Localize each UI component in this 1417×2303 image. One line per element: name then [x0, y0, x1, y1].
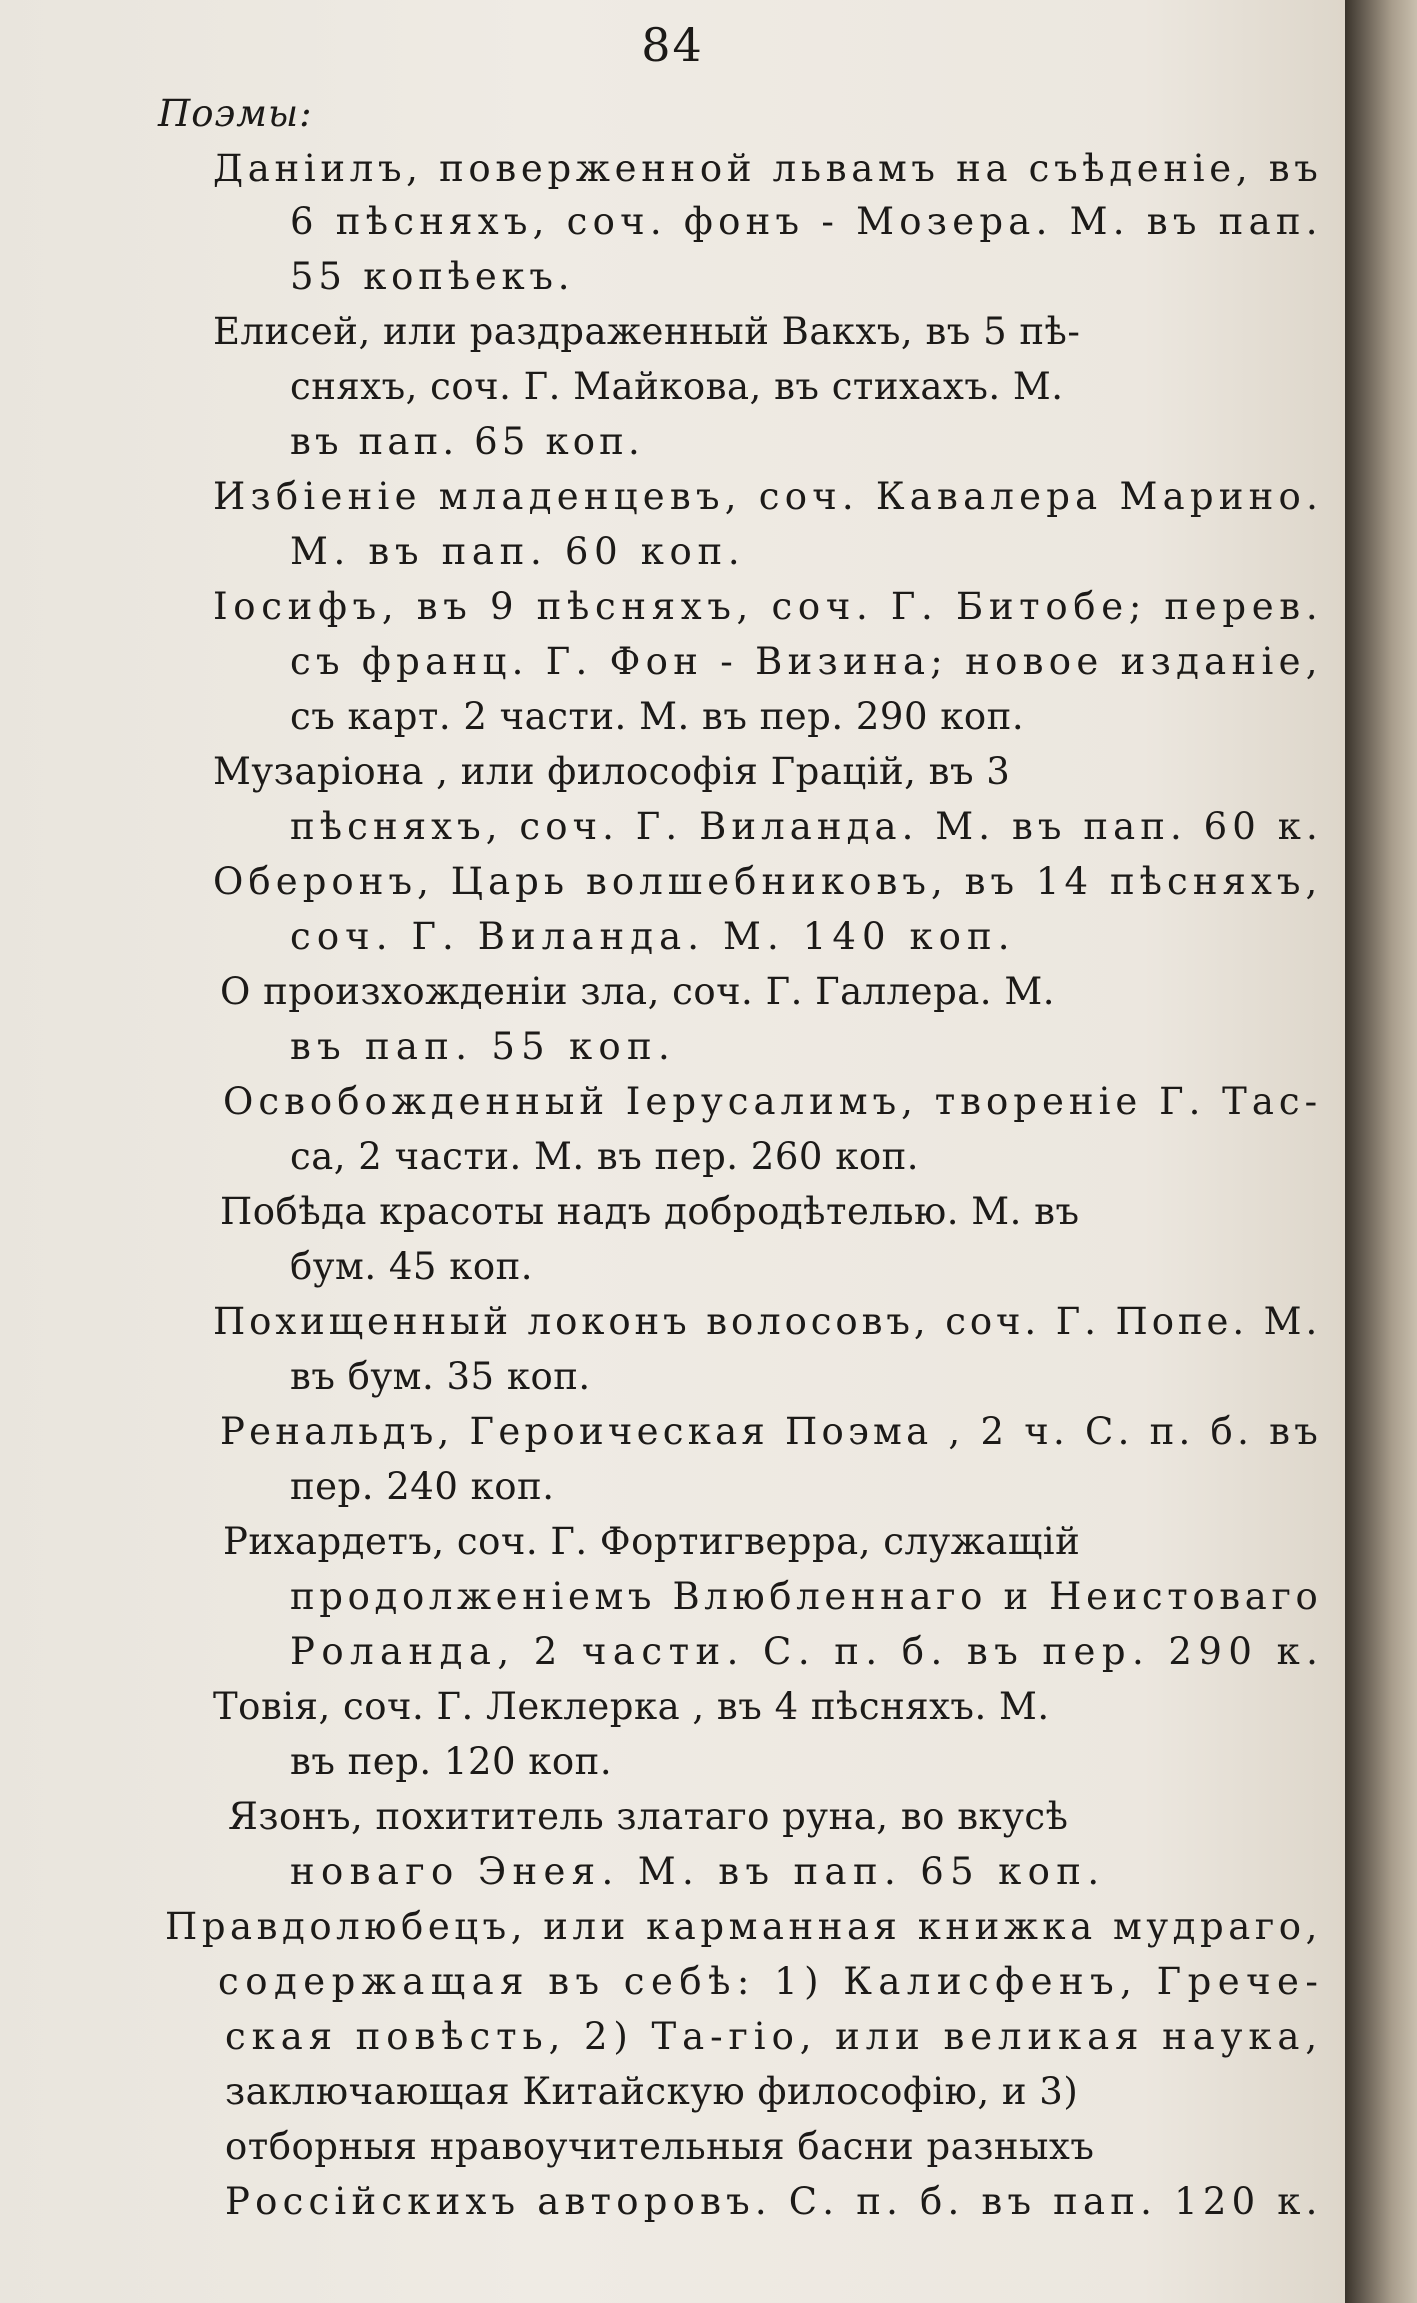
entry-lokon-line-2: въ бум. 35 коп.: [290, 1355, 591, 1398]
entry-oberon-line-2: соч. Г. Виланда. М. 140 коп.: [290, 915, 1016, 958]
entry-yazon-line-2: новаго Энея. М. въ пап. 65 коп.: [290, 1850, 1106, 1893]
entry-izbienie-line-2: М. въ пап. 60 коп.: [290, 530, 746, 573]
entry-pravdolyubets-line-5: отборныя нравоучительныя басни разныхъ: [225, 2125, 1095, 2168]
entry-pobeda-line-2: бум. 45 коп.: [290, 1245, 534, 1288]
entry-toviya-line-1: Товія, соч. Г. Леклерка , въ 4 пѣсняхъ. М.: [213, 1685, 1050, 1728]
entry-pobeda-line-1: Побѣда красоты надъ добродѣтелью. М. въ: [220, 1190, 1080, 1233]
entry-elisey-line-2: сняхъ, соч. Г. Майкова, въ стихахъ. М.: [290, 365, 1064, 408]
entry-pravdolyubets-line-1: Правдолюбецъ, или карманная книжка мудраго,: [165, 1905, 1322, 1948]
entry-elisey-line-3: въ пап. 65 коп.: [290, 420, 644, 463]
book-binding-shadow: [1345, 0, 1417, 2303]
section-heading: Поэмы:: [158, 92, 313, 135]
entry-iosif-line-3: съ карт. 2 части. М. въ пер. 290 коп.: [290, 695, 1025, 738]
entry-muzariona-line-2: пѣсняхъ, соч. Г. Виланда. М. въ пап. 60 к.: [290, 805, 1323, 848]
entry-proizhozhdenie-line-2: въ пап. 55 коп.: [290, 1025, 676, 1068]
entry-yazon-line-1: Язонъ, похититель златаго руна, во вкусѣ: [228, 1795, 1069, 1838]
entry-lokon-line-1: Похищенный локонъ волосовъ, соч. Г. Попе. М.: [213, 1300, 1322, 1343]
entry-izbienie-line-1: Избіеніе младенцевъ, соч. Кавалера Марино.: [213, 475, 1324, 518]
entry-daniil-line-1: Даніилъ, поверженной львамъ на съѣденіе, въ: [213, 147, 1323, 190]
page-number: 84: [641, 18, 704, 72]
entry-daniil-line-3: 55 копѣекъ.: [290, 255, 575, 298]
entry-pravdolyubets-line-6: Россійскихъ авторовъ. С. п. б. въ пап. 120 к.: [225, 2180, 1323, 2223]
entry-pravdolyubets-line-3: ская повѣсть, 2) Та-гіо, или великая наука,: [225, 2015, 1324, 2058]
entry-pravdolyubets-line-2: содержащая въ себѣ: 1) Калисфенъ, Грече-: [218, 1960, 1325, 2003]
entry-toviya-line-2: въ пер. 120 коп.: [290, 1740, 613, 1783]
entry-ierusalim-line-1: Освобожденный Іерусалимъ, твореніе Г. Тас-: [223, 1080, 1323, 1123]
entry-iosif-line-1: Іосифъ, въ 9 пѣсняхъ, соч. Г. Битобе; перев.: [213, 585, 1324, 628]
entry-elisey-line-1: Елисей, или раздраженный Вакхъ, въ 5 пѣ-: [213, 310, 1081, 353]
entry-proizhozhdenie-line-1: О произхожденіи зла, соч. Г. Галлера. М.: [220, 970, 1055, 1013]
entry-rihardet-line-2: продолженіемъ Влюбленнаго и Неистоваго: [290, 1575, 1323, 1618]
entry-muzariona-line-1: Музаріона , или философія Грацій, въ 3: [213, 750, 1011, 793]
entry-oberon-line-1: Оберонъ, Царь волшебниковъ, въ 14 пѣсняхъ,: [213, 860, 1323, 903]
entry-renald-line-1: Ренальдъ, Героическая Поэма , 2 ч. С. п. б. въ: [220, 1410, 1323, 1453]
entry-rihardet-line-3: Роланда, 2 части. С. п. б. въ пер. 290 к.: [290, 1630, 1325, 1673]
entry-rihardet-line-1: Рихардетъ, соч. Г. Фортигверра, служащій: [223, 1520, 1081, 1563]
entry-iosif-line-2: съ франц. Г. Фон - Визина; новое изданіе,: [290, 640, 1323, 683]
entry-daniil-line-2: 6 пѣсняхъ, соч. фонъ - Мозера. М. въ пап.: [290, 200, 1323, 243]
entry-pravdolyubets-line-4: заключающая Китайскую философію, и 3): [225, 2070, 1079, 2113]
entry-renald-line-2: пер. 240 коп.: [290, 1465, 555, 1508]
entry-ierusalim-line-2: са, 2 части. М. въ пер. 260 коп.: [290, 1135, 920, 1178]
